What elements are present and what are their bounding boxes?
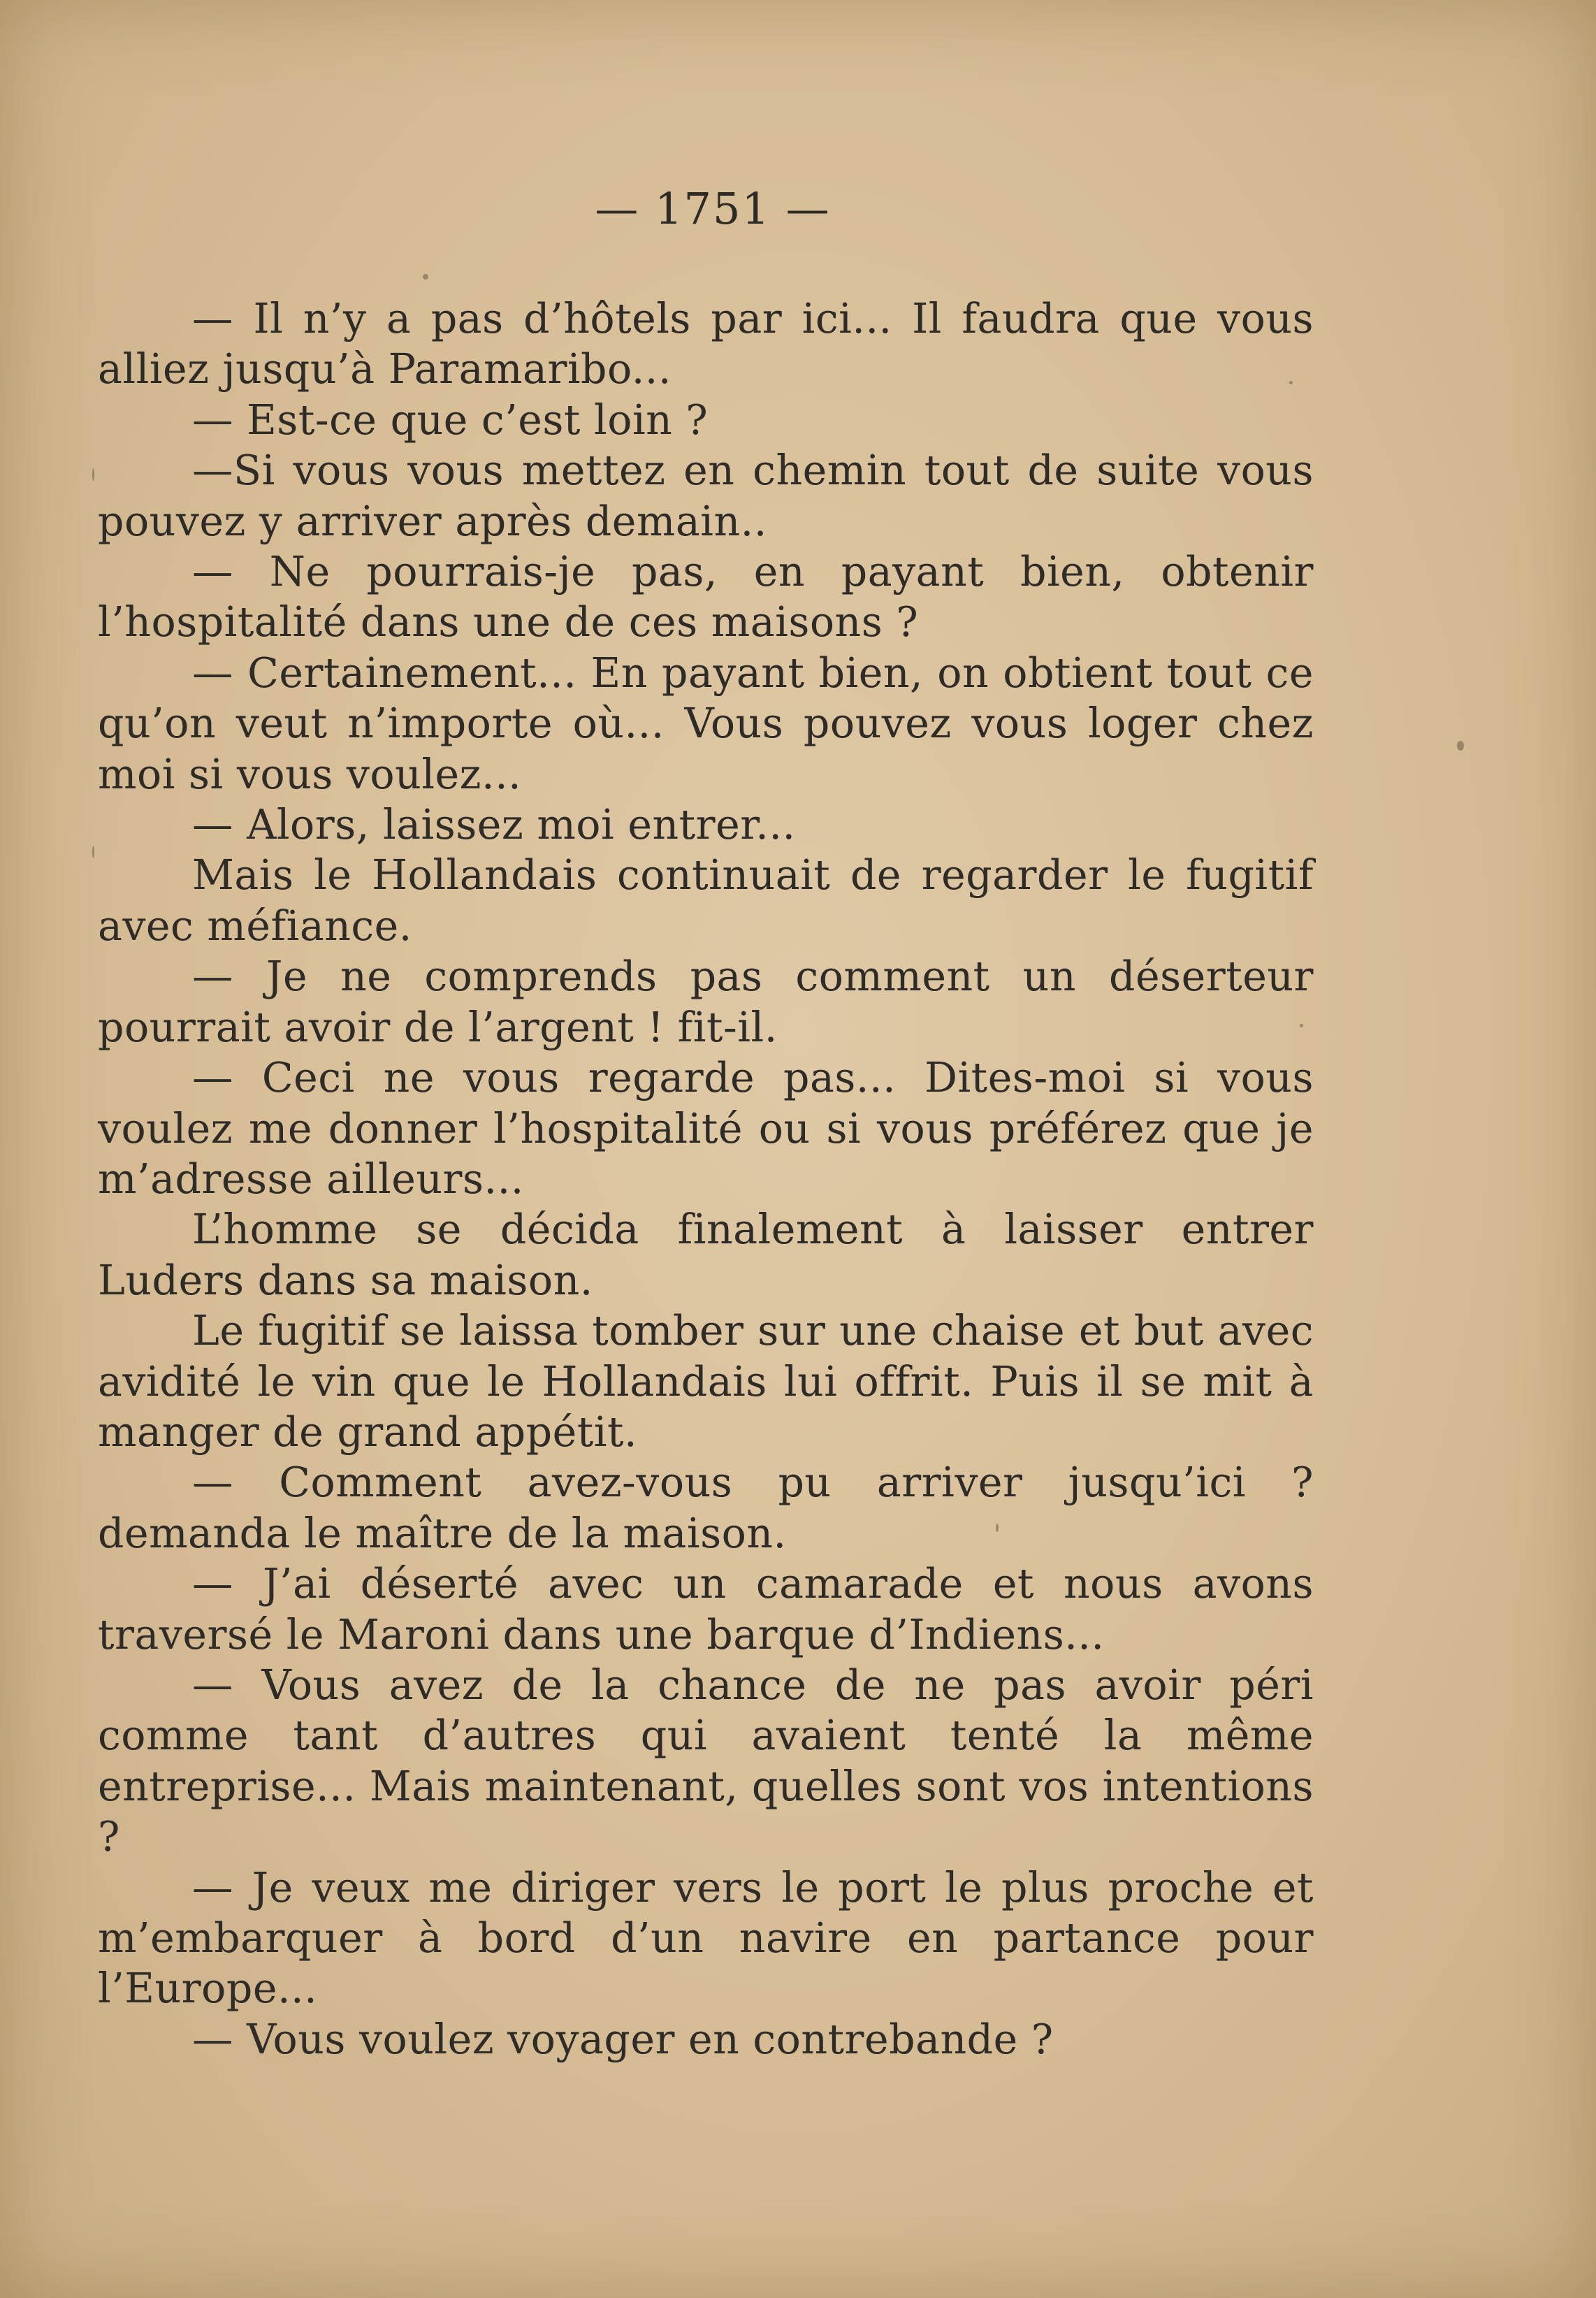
paper-speck <box>1289 381 1293 384</box>
paragraph: — Ne pourrais-je pas, en payant bien, obtenir l’hospitalité dans une de ces maisons ? <box>98 548 1314 646</box>
paragraph: —Si vous vous mettez en chemin tout de suite vous pouvez y arriver après demain.. <box>98 447 1314 545</box>
paper-speck <box>423 274 428 280</box>
paragraph: — Comment avez-vous pu arriver jusqu’ici ? demanda le maître de la maison. <box>98 1459 1314 1557</box>
paper-speck <box>92 468 94 481</box>
paragraph: — Vous voulez voyager en contrebande ? <box>192 2015 1054 2063</box>
body-text <box>98 294 1314 2065</box>
paragraph: — Je ne comprends pas comment un déserteur pourrait avoir de l’argent ! fit-il. <box>98 953 1314 1051</box>
paragraph: — Je veux me diriger vers le port le plus proche et m’embarquer à bord d’un navire en partance pour l’Europe... <box>98 1863 1314 2013</box>
paragraph: L’homme se décida finalement à laisser entrer Luders dans sa maison. <box>98 1206 1314 1304</box>
paragraph: — Alors, laissez moi entrer... <box>192 801 796 849</box>
paragraph: — Est-ce que c’est loin ? <box>192 396 709 444</box>
paragraph: — J’ai déserté avec un camarade et nous avons traversé le Maroni dans une barque d’Indiens... <box>98 1560 1314 1659</box>
paragraph: — Vous avez de la chance de ne pas avoir péri comme tant d’autres qui avaient tenté la même entreprise... Mais maintenant, quelles sont vos intentions ? <box>98 1661 1314 1861</box>
paragraph: Mais le Hollandais continuait de regarder le fugitif avec méfiance. <box>98 851 1314 950</box>
paragraph: Le fugitif se laissa tomber sur une chaise et but avec avidité le vin que le Hollandais lui offrit. Puis il se mit à manger de grand appétit. <box>98 1307 1314 1456</box>
paragraph: — Il n’y a pas d’hôtels par ici... Il faudra que vous alliez jusqu’à Paramaribo... <box>98 295 1314 393</box>
paragraph: — Certainement... En payant bien, on obtient tout ce qu’on veut n’importe où... Vous pouvez vous loger chez moi si vous voulez... <box>98 649 1314 798</box>
paper-speck <box>1300 1024 1303 1027</box>
paragraph: — Ceci ne vous regarde pas... Dites-moi si vous voulez me donner l’hospitalité ou si vous préférez que je m’adresse ailleurs... <box>98 1054 1314 1203</box>
paper-speck <box>92 846 94 858</box>
paper-speck <box>996 1524 999 1532</box>
paper-speck <box>1457 741 1464 751</box>
page-number: — 1751 — <box>595 183 831 234</box>
